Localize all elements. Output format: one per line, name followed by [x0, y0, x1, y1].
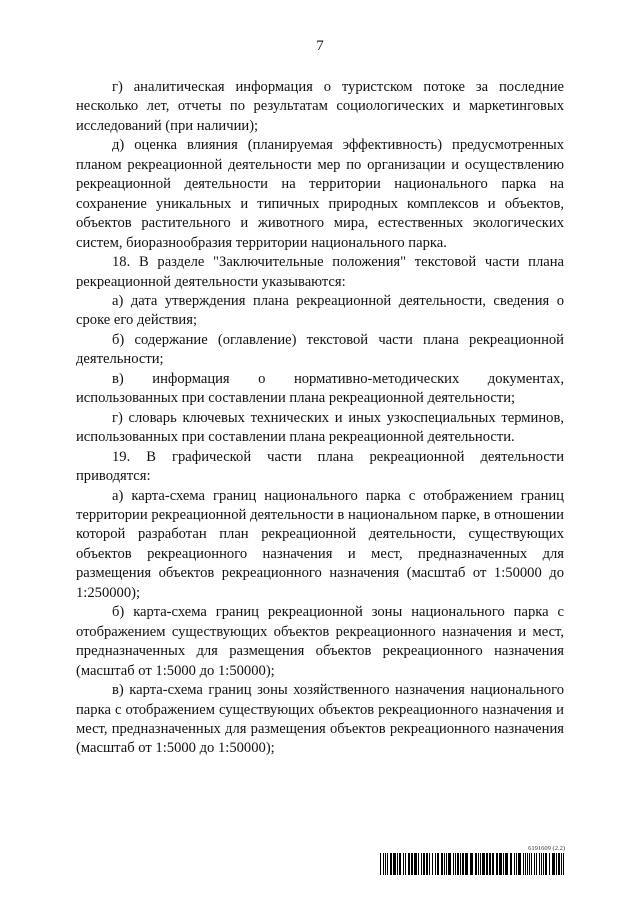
- document-body: [76, 78, 564, 759]
- paragraph-a-park-map: а) карта-схема границ национального парка с отображением границ территории рекреационной деятельности в национальном парке, в отношении которой разработан план рекреационной деятельности, существующих объектов рекреационного назначения и мест, предназначенных для размещения объектов рекреационного назначения (масштаб от 1:50000 до 1:250000);: [76, 487, 564, 601]
- paragraph-18-final-provisions: 18. В разделе "Заключительные положения" текстовой части плана рекреационной деятельности указываются:: [76, 254, 564, 290]
- paragraph-19-graphic-part: 19. В графической части плана рекреационной деятельности приводятся:: [76, 448, 564, 485]
- paragraph-g-glossary: г) словарь ключевых технических и иных узкоспециальных терминов, использованных при составлении плана рекреационной деятельности.: [76, 409, 564, 446]
- page-number: 7: [316, 38, 324, 54]
- paragraph-v-normative-docs: в) информация о нормативно-методических документах, использованных при составлении плана рекреационной деятельности;: [76, 370, 564, 407]
- paragraph-b-contents: б) содержание (оглавление) текстовой части плана рекреационной деятельности;: [76, 331, 564, 368]
- paragraph-a-approval-date: а) дата утверждения плана рекреационной деятельности, сведения о сроке его действия;: [76, 292, 564, 329]
- paragraph-v-economic-zone-map: в) карта-схема границ зоны хозяйственного назначения национального парка с отображением существующих объектов рекреационного назначения и мест, предназначенных для размещения объектов рекреационного назначения (масштаб от 1:5000 до 1:50000);: [76, 682, 564, 757]
- barcode-icon: [380, 853, 566, 875]
- document-code: 6191609 (2.2): [528, 845, 565, 852]
- paragraph-d-impact-assessment: д) оценка влияния (планируемая эффективность) предусмотренных планом рекреационной деятельности мер по организации и осуществлению рекреационной деятельности на территории национального парка на сохранение уникальных и типичных природных комплексов и объектов, объектов растительного и животного мира, естественных экологических систем, биоразнообразия территории национального парка.: [76, 137, 564, 251]
- paragraph-b-recreation-zone-map: б) карта-схема границ рекреационной зоны национального парка с отображением существующих объектов рекреационного назначения и мест, предназначенных для размещения объектов рекреационного назначения (масштаб от 1:5000 до 1:50000);: [76, 604, 564, 679]
- paragraph-g-analytics: г) аналитическая информация о туристском потоке за последние несколько лет, отчеты по результатам социологических и маркетинговых исследований (при наличии);: [76, 79, 564, 134]
